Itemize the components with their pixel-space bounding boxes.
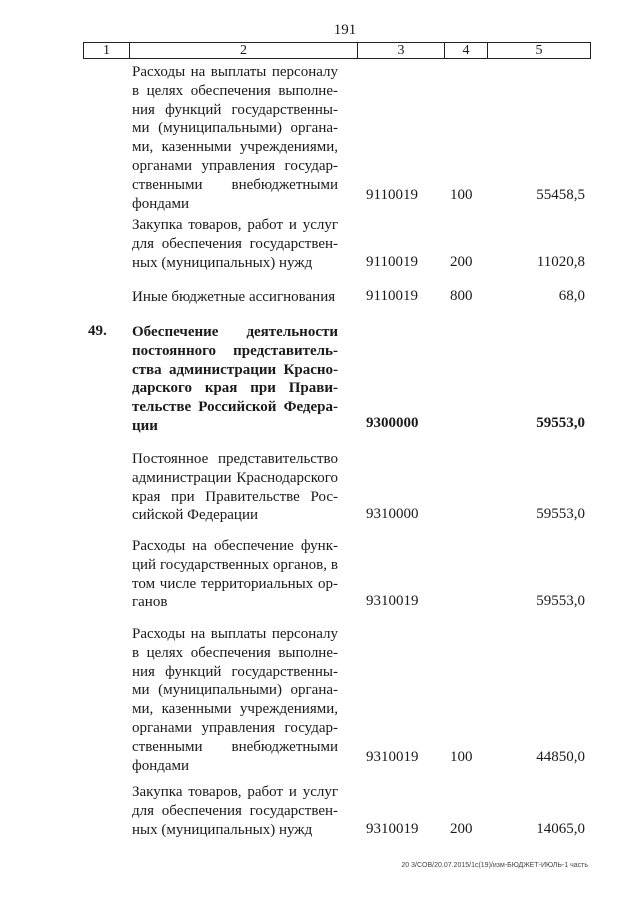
header-col-4: 4	[445, 43, 488, 59]
row-code: 9110019	[366, 254, 418, 270]
row-number: 49.	[88, 323, 107, 339]
row-amount: 59553,0	[536, 415, 585, 431]
column-header-table	[83, 42, 591, 59]
row-expense-type: 800	[450, 288, 473, 304]
row-expense-type: 200	[450, 254, 473, 270]
row-code: 9300000	[366, 415, 419, 431]
row-description: Обеспечение деятельности постоянного представитель-ства администрации Красно-дарского края при Прави-тельстве Российской Федера-ции	[132, 324, 338, 434]
row-code: 9110019	[366, 288, 418, 304]
row-code: 9310019	[366, 821, 419, 837]
header-col-3: 3	[358, 43, 445, 59]
row-code: 9110019	[366, 187, 418, 203]
header-col-2: 2	[130, 43, 358, 59]
document-footer-code: 20 3/COB/20.07.2015/1с(19)/изм-БЮДЖЕТ-ИЮЛЬ-1 часть	[401, 862, 588, 869]
row-description: Закупка товаров, работ и услуг для обеспечения государствен-ных (муниципальных) нужд	[132, 217, 338, 271]
row-expense-type: 200	[450, 821, 473, 837]
row-amount: 55458,5	[536, 187, 585, 203]
row-description: Расходы на выплаты персоналу в целях обеспечения выполне-ния функций государственны-ми (муниципальными) органа-ми, казенными учреждениями, органами управления государ-ственными внебюджетными фондами	[132, 64, 338, 212]
row-amount: 68,0	[558, 288, 585, 304]
row-description: Расходы на обеспечение функ-ций государственных органов, в том числе территориальных ор-ганов	[132, 538, 338, 611]
row-expense-type: 100	[450, 749, 473, 765]
header-col-1: 1	[84, 43, 130, 59]
row-code: 9310019	[366, 749, 419, 765]
row-code: 9310000	[366, 506, 419, 522]
row-amount: 59553,0	[536, 593, 585, 609]
page-number: 191	[333, 22, 357, 38]
row-description: Закупка товаров, работ и услуг для обеспечения государствен-ных (муниципальных) нужд	[132, 784, 338, 838]
header-col-5: 5	[488, 43, 591, 59]
row-amount: 44850,0	[536, 749, 585, 765]
row-code: 9310019	[366, 593, 419, 609]
row-amount: 59553,0	[536, 506, 585, 522]
row-description: Расходы на выплаты персоналу в целях обеспечения выполне-ния функций государственны-ми (муниципальными) органа-ми, казенными учреждениями, органами управления государ-ственными внебюджетными фондами	[132, 626, 338, 774]
row-amount: 14065,0	[536, 821, 585, 837]
row-description: Иные бюджетные ассигнования	[132, 289, 336, 305]
row-amount: 11020,8	[536, 254, 585, 270]
row-expense-type: 100	[450, 187, 473, 203]
row-description: Постоянное представительство администрации Краснодарского края при Правительстве Рос-сийской Федерации	[132, 451, 338, 524]
